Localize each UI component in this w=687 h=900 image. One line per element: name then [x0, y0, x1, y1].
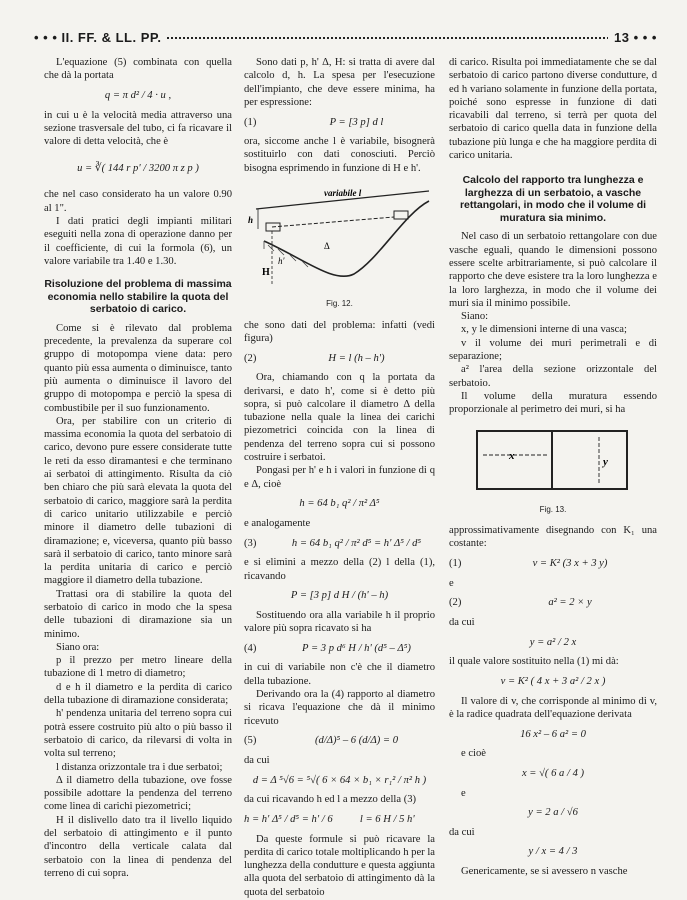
- paragraph: in cui di variabile non c'è che il diametro della tubazione.: [244, 662, 435, 687]
- paragraph: Nel caso di un serbatoio rettangolare con due vasche eguali, quando le dimensioni possono essere scelte arbitrariamente, si può calcolare il rapporto che deve esistere tra la loro lunghezza e la loro larghezza, in modo che il volume dei muri sia il minimo possibile.: [449, 231, 657, 309]
- paragraph: Ora, chiamando con q la portata da derivarsi, e dato h', come si è detto più sopra, si può calcolare il diametro Δ della tubazione nella quale la linea dei carichi piezometrici coincida con la linea di pendenza del terreno sopra cui si possono costruire i serbatoi.: [244, 372, 435, 464]
- paragraph: in cui u è la velocità media attraverso una sezione trasversale del tubo, ci fa ricavare il valore di detta velocità, che è: [44, 109, 232, 148]
- paragraph: approssimativamente disegnando con K₁ una costante:: [449, 525, 657, 550]
- equation: y / x = 4 / 3: [528, 846, 578, 858]
- paragraph: Il valore di v, che corrisponde al minimo di v, è la radice quadrata dell'equazione derivata: [449, 695, 657, 720]
- paragraph: il quale valore sostituito nella (1) mi dà:: [449, 656, 619, 668]
- paragraph: Sostituendo ora alla variabile h il proprio valore più sopra ricavato si ha: [244, 609, 435, 635]
- paragraph: da cui: [449, 617, 475, 629]
- equation: v = K² ( 4 x + 3 a² / 2 x ): [500, 675, 606, 687]
- paragraph: Siano ora:: [56, 641, 100, 653]
- equation: x = √( 6 a / 4 ): [521, 767, 585, 779]
- definition-item: l distanza orizzontale tra i due serbatoi;: [56, 761, 223, 773]
- section-heading: Risoluzione del problema di massima economia nello stabilire la quota del serbatoio di carico.: [44, 278, 232, 316]
- label-h: h: [248, 215, 254, 226]
- equation-2: (2) a² = 2 × y: [449, 597, 592, 609]
- equation-3: (3) h = 64 b₁ q² / π² d⁵ = h' Δ⁵ / d⁵: [244, 537, 422, 549]
- conjunction: e: [461, 787, 466, 799]
- definition-item: h' pendenza unitaria del terreno sopra cui potrà essere costruito più alto o più basso il serbatoio di carico, da rilevarsi di volta in volta sul terreno;: [44, 708, 232, 760]
- paragraph: di carico. Risulta poi immediatamente che se dal serbatoio di carico partono diverse condutture, d ed h variano solamente in funzione della portata, poiché sono espresse in funzione di dati ricavabili dal terreno, si terrà per quota del serbatoio di carico quella data in funzione della tubazione più lunga e che ha maggiore perdita di carico unitaria.: [449, 57, 657, 162]
- paragraph: e cioè: [461, 748, 486, 760]
- journal-title: • • • II. FF. & LL. PP.: [34, 30, 167, 45]
- equation: 16 x² – 6 a² = 0: [520, 728, 586, 740]
- paragraph: da cui: [449, 826, 475, 838]
- paragraph: da cui: [244, 754, 270, 766]
- column-2: [244, 56, 435, 899]
- paragraph: che sono dati del problema: infatti (vedi figura): [244, 319, 435, 344]
- paragraph: L'equazione (5) combinata con quella che dà la portata: [44, 57, 232, 82]
- equation: d = Δ ⁵√6 = ⁵√( 6 × 64 × b₁ × r₁² / π² h ): [252, 774, 427, 786]
- equation: q = π d² / 4 · u ,: [104, 89, 172, 101]
- header-right-dots: • • •: [633, 30, 657, 45]
- gradient-line: [272, 217, 394, 227]
- definition-item: p il prezzo per metro lineare della tubazione di 1 metro di diametro;: [44, 655, 232, 680]
- paragraph: Ora, per stabilire con un criterio di massima economia la quota del serbatoio di carico, devono pure essere considerate tutte le reti da esso diramantesi e che terminano ai serbatoi di attingimento. Risulta da ciò ben chiaro che più sarà elevata la quota del serbatoio di carico, maggiore sarà la perdita di carico unitario utilizzabile e perciò minore il diametro delle tubazioni di diramazione; e, viceversa, quanto più basso sarà il serbatoio di carico, tanto minore sarà la perdita unitaria di carico e perciò maggiore il diametro della tubazione.: [44, 415, 232, 587]
- paragraph: Come si è rilevato dal problema precedente, la prevalenza da superare col gruppo di motopompa viene data: pero quanto più essa aumenta o diminuisce, tanto più aumenta o diminuisce il lavoro del gruppo di motopompa e perciò la spesa di combustibile per il suo funzionamento.: [44, 322, 232, 414]
- label-H: H: [262, 267, 270, 279]
- equation: P = [3 p] d H / (h' – h): [290, 590, 389, 602]
- paragraph: Trattasi ora di stabilire la quota del serbatoio di carico in modo che la spesa delle tubazioni di diramazione sia un minimo.: [44, 588, 232, 640]
- label-x: x: [509, 449, 515, 462]
- page-number: 13: [614, 30, 630, 45]
- section-heading: Calcolo del rapporto tra lunghezza e larghezza di un serbatoio, a vasche rettangolari, in modo che il volume di muratura sia minimo.: [459, 174, 647, 224]
- paragraph: Siano:: [461, 311, 489, 323]
- column-3: [449, 56, 657, 878]
- conjunction: e: [449, 577, 454, 589]
- paragraph: Derivando ora la (4) rapporto al diametro si ricava l'equazione che dà il minimo ricevuto: [244, 689, 435, 727]
- equation-4: (4) P = 3 p d⁶ H / h' (d⁵ – Δ⁵): [244, 642, 411, 654]
- equation-5: (5) (d/Δ)⁵ – 6 (d/Δ) = 0: [244, 735, 398, 747]
- definition-item: d e h il diametro e la perdita di carico della tubazione di diramazione considerata;: [44, 681, 232, 707]
- column-1: [44, 56, 232, 880]
- equation: u = ∛( 144 r p' / 3200 π z p ): [77, 162, 199, 174]
- paragraph: Genericamente, se si avessero n vasche: [461, 866, 628, 878]
- definition-item: Δ il diametro della tubazione, ove fosse possibile adottare la pendenza del terreno come linea di carichi piezometrici;: [44, 774, 232, 813]
- equation-1: (1) P = [3 p] d l: [244, 116, 384, 128]
- equation: y = a² / 2 x: [529, 636, 577, 648]
- page-number-group: [608, 30, 657, 45]
- label-delta: Δ: [324, 241, 330, 252]
- terrain-line: [262, 201, 429, 279]
- paragraph: Il volume della muratura essendo proporzionale al perimetro dei muri, si ha: [449, 390, 657, 416]
- figure-13: [449, 427, 657, 517]
- label-y: y: [603, 455, 608, 468]
- paragraph: ora, siccome anche l è variabile, bisognerà sostituirlo con dati conosciuti. Perciò bisogna esprimendo in funzione di H e h'.: [244, 136, 435, 174]
- paragraph: e si elimini a mezzo della (2) l della (1), ricavando: [244, 557, 435, 582]
- definition-item: a² l'area della sezione orizzontale del serbatoio.: [449, 364, 657, 389]
- definition-item: v il volume dei muri perimetrali e di separazione;: [449, 337, 657, 363]
- paragraph: e analogamente: [244, 517, 311, 529]
- equation-2: (2) H = l (h – h'): [244, 352, 385, 364]
- paragraph: Pongasi per h' e h i valori in funzione di q e Δ, cioè: [244, 465, 435, 490]
- figure-12: [244, 179, 435, 311]
- running-header: [34, 30, 657, 46]
- equation: h = h' Δ⁵ / d⁵ = h' / 6 l = 6 H / 5 h': [244, 813, 415, 825]
- paragraph: che nel caso considerato ha un valore 0.90 al 1".: [44, 189, 232, 214]
- equation: h = 64 b₁ q² / π² Δ⁵: [299, 498, 380, 510]
- equation-1: (1) v = K² (3 x + 3 y): [449, 558, 608, 570]
- paragraph: I dati pratici degli impianti militari eseguiti nella zona di operazione danno per il coefficiente, di cui la formola (6), un valore variabile tra 1.40 e 1.30.: [44, 216, 232, 267]
- lower-reservoir: [394, 211, 408, 219]
- paragraph: da cui ricavando h ed l a mezzo della (3): [244, 794, 417, 806]
- paragraph: Da queste formule si può ricavare la perdita di carico totale moltiplicando h per la lunghezza della condutture e questa aggiunta alla quota del serbatoio di attingimento dà la quota del serbatoio: [244, 833, 435, 898]
- paragraph: Sono dati p, h' Δ, H: si tratta di avere dal calcolo d, h. La spesa per l'esecuzione dell'impianto, che deve essere minima, ha per espressione:: [244, 57, 435, 108]
- definition-item: H il dislivello dato tra il livello liquido del serbatoio di attingimento e il punto d'incontro della verticale calata dal serbatoio con la linea di pendenza del terreno di cui sopra.: [44, 814, 232, 879]
- definition-item: x, y le dimensioni interne di una vasca;: [461, 324, 627, 336]
- figure-caption: Fig. 12.: [326, 299, 353, 309]
- reservoir-plan-diagram: [449, 427, 657, 497]
- label-h-prime: h': [278, 256, 285, 267]
- equation: y = 2 a / √6: [528, 807, 578, 819]
- terrain-profile-diagram: [244, 179, 435, 291]
- figure-caption: Fig. 13.: [539, 504, 567, 514]
- label-variabile-l: variabile l: [324, 188, 362, 199]
